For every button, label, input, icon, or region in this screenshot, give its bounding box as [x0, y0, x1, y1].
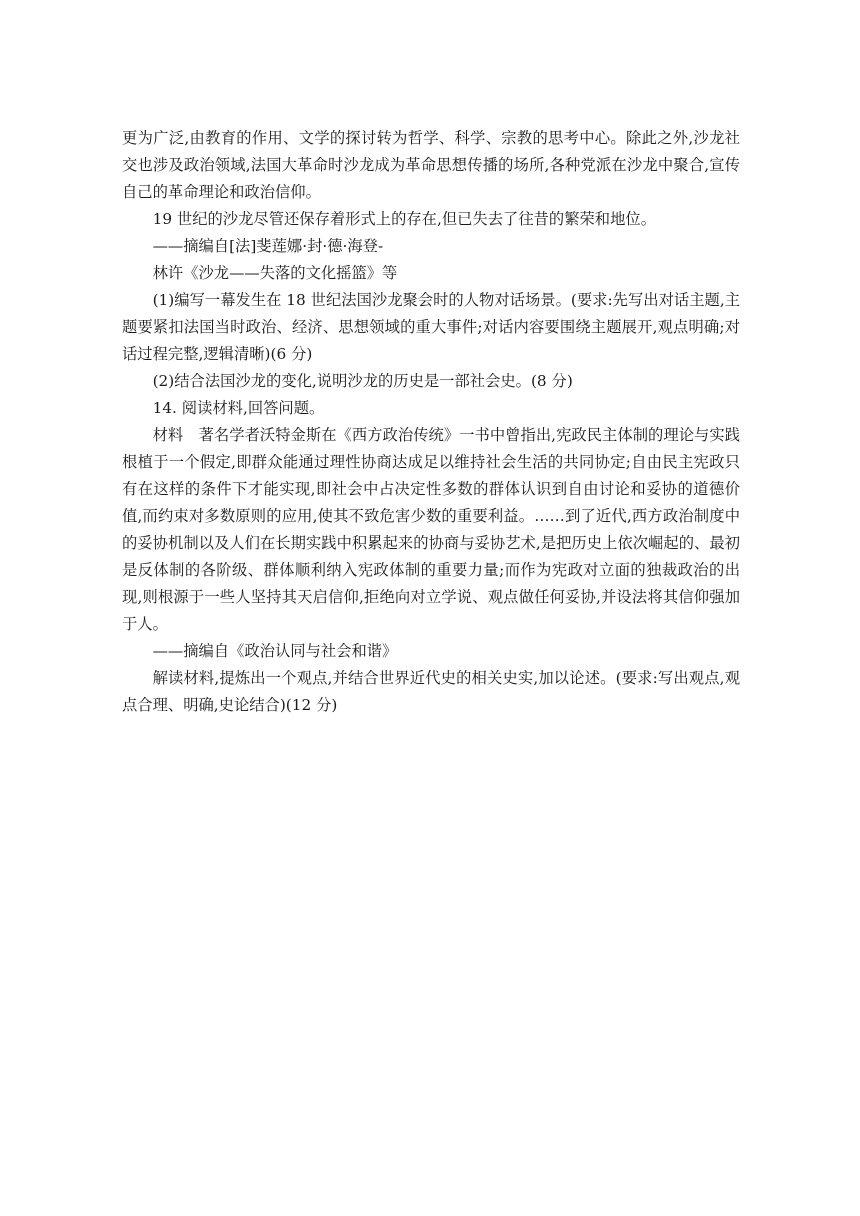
source-14: ——摘编自《政治认同与社会和谐》 — [152, 642, 398, 660]
question-14-heading: 14. 阅读材料,回答问题。 — [152, 399, 325, 417]
question-13-2: (2)结合法国沙龙的变化,说明沙龙的历史是一部社会史。(8 分) — [152, 372, 573, 390]
question-14-task: 解读材料,提炼出一个观点,并结合世界近代史的相关史实,加以论述。(要求:写出观点,观点合理、明确,史论结合)(12 分) — [122, 669, 740, 714]
material-14-paragraph: 材料 著名学者沃特金斯在《西方政治传统》一书中曾指出,宪政民主体制的理论与实践根植于一个假定,即群众能通过理性协商达成足以维持社会生活的共同协定;自由民主宪政只有在这样的条件下才能实现,即社会中占决定性多数的群体认识到自由讨论和妥协的道德价值,而约束对多数原则的应用,使其不致危害少数的重要利益。……到了近代,西方政治制度中的妥协机制以及人们在长期实践中积累起来的协商与妥协艺术,是把历史上依次崛起的、最初是反体制的各阶级、群体顺利纳入宪政体制的重要力量;而作为宪政对立面的独裁政治的出现,则根源于一些人坚持其天启信仰,拒绝向对立学说、观点做任何妥协,并设法将其信仰强加于人。 — [122, 426, 740, 633]
document-body — [122, 125, 740, 719]
source-line-1: ——摘编自[法]斐莲娜·封·德·海登- — [152, 237, 384, 255]
salon-19th-century-paragraph: 19 世纪的沙龙尽管还保存着形式上的存在,但已失去了往昔的繁荣和地位。 — [152, 210, 656, 228]
question-13-1: (1)编写一幕发生在 18 世纪法国沙龙聚会时的人物对话场景。(要求:先写出对话主题,主题要紧扣法国当时政治、经济、思想领域的重大事件;对话内容要围绕主题展开,观点明确;对话过程完整,逻辑清晰)(6 分) — [122, 291, 740, 363]
salon-continuation-paragraph: 更为广泛,由教育的作用、文学的探讨转为哲学、科学、宗教的思考中心。除此之外,沙龙社交也涉及政治领域,法国大革命时沙龙成为革命思想传播的场所,各种党派在沙龙中聚合,宣传自己的革命理论和政治信仰。 — [122, 129, 740, 201]
source-line-2: 林许《沙龙——失落的文化摇篮》等 — [152, 264, 398, 282]
